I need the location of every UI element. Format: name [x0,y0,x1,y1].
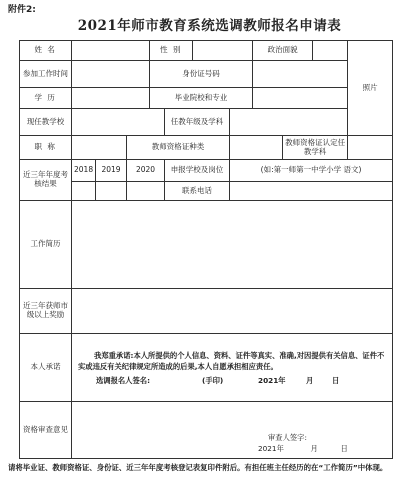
assessment-label: 近三年年度考核结果 [20,160,72,201]
year-2020: 2020 [127,160,165,182]
name-label: 姓 名 [20,41,72,61]
title-rank-label: 职 称 [20,136,72,160]
politics-label: 政治面貌 [253,41,313,61]
promise-sign-line [78,377,386,385]
promise-text: 我郑重承诺:本人所提供的个人信息、资料、证件等真实、准确,对因提供有关信息、证件不实或违反有关纪律规定所造成的后果,本人自愿承担相应责任。 [78,351,385,372]
review-label: 资格审查意见 [20,402,72,459]
work-resume-label: 工作简历 [20,201,72,289]
graduate-school-field[interactable] [253,88,348,109]
awards-label: 近三年获师市级以上奖励 [20,289,72,334]
teaching-grade-subject-field[interactable] [230,109,348,136]
start-work-time-field[interactable] [72,61,150,88]
assessment-2018-field[interactable] [72,182,96,201]
education-field[interactable] [72,88,150,109]
reviewer-signature-label: 审查人签字: [268,433,307,443]
education-label: 学 历 [20,88,72,109]
promise-day: 日 [332,375,340,385]
work-resume-field[interactable] [72,201,393,289]
handprint-mark: (手印) [202,375,224,385]
awards-field[interactable] [72,289,393,334]
year-2018: 2018 [72,160,96,182]
promise-month: 月 [306,375,314,385]
graduate-school-label: 毕业院校和专业 [150,88,253,109]
name-field[interactable] [72,41,150,61]
promise-label: 本人承诺 [20,334,72,402]
teaching-grade-subject-label: 任教年级及学科 [165,109,230,136]
politics-field[interactable] [313,41,348,61]
gender-field[interactable] [193,41,253,61]
review-date-line [258,444,386,455]
promise-year: 2021年 [258,375,286,385]
current-school-field[interactable] [72,109,165,136]
review-month: 月 [310,444,318,454]
cert-subject-field[interactable] [348,136,393,160]
id-number-field[interactable] [253,61,348,88]
apply-school-label: 申报学校及岗位 [165,160,230,182]
year-2019: 2019 [96,160,127,182]
review-year: 2021年 [258,444,284,454]
footer-note: 请将毕业证、教师资格证、身份证、近三年年度考核登记表复印件附后。有担任班主任经历的在“工作简历”中体现。 [8,463,388,472]
apply-school-field[interactable]: (如:第一师第一中学小学 语文) [230,160,393,182]
phone-field[interactable] [230,182,393,201]
phone-label: 联系电话 [165,182,230,201]
cert-subject-label: 教师资格证认定任教学科 [283,136,348,160]
attachment-label: 附件2: [8,5,36,15]
assessment-2019-field[interactable] [96,182,127,201]
promise-cell [72,334,393,402]
start-work-time-label: 参加工作时间 [20,61,72,88]
review-day: 日 [340,444,348,454]
form-title: 2021年师市教育系统选调教师报名申请表 [77,18,342,34]
title-rank-field[interactable] [72,136,127,160]
gender-label: 性 别 [150,41,193,61]
id-number-label: 身份证号码 [150,61,253,88]
current-school-label: 现任教学校 [20,109,72,136]
teacher-cert-type-label: 教师资格证种类 [127,136,230,160]
review-cell[interactable] [72,402,393,459]
application-form-table [19,40,393,459]
photo-box[interactable]: 照片 [348,41,393,136]
applicant-signature-label: 选调报名人签名: [96,375,150,385]
teacher-cert-type-field[interactable] [230,136,283,160]
assessment-2020-field[interactable] [127,182,165,201]
